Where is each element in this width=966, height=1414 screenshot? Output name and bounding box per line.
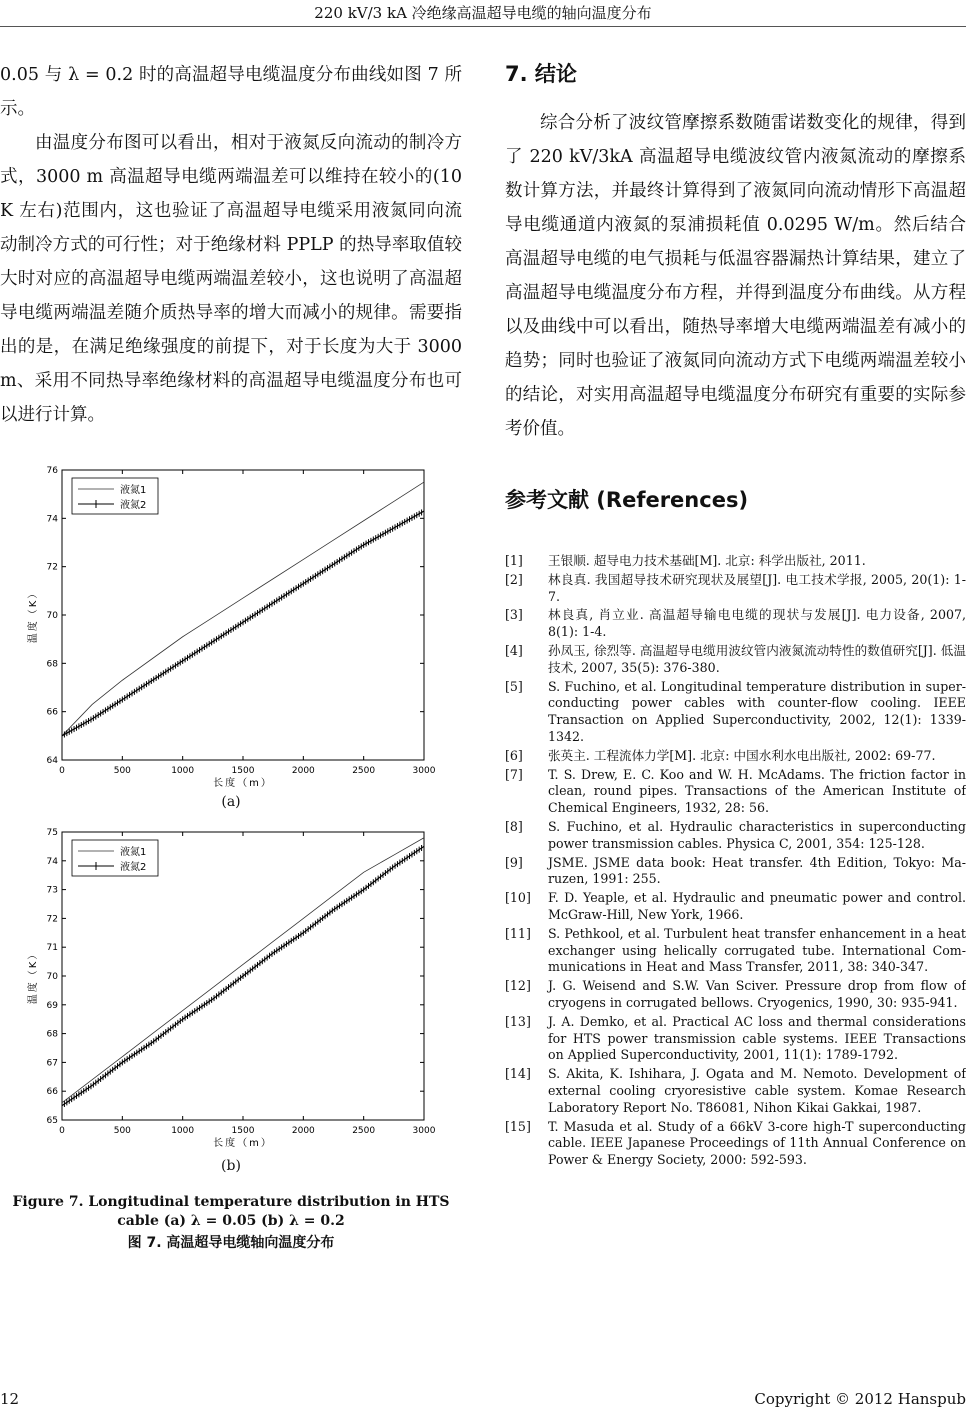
reference-text: 林良真. 我国超导技术研究现状及展望[J]. 电工技术学报, 2005, 20(1): 1-7.: [548, 571, 966, 604]
x-tick-label: 0: [59, 1126, 65, 1136]
x-tick-label: 2500: [352, 766, 376, 776]
y-tick-label: 65: [46, 1116, 58, 1126]
reference-text: 林良真, 肖立业. 高温超导输电电缆的现状与发展[J]. 电力设备, 2007, 8(1): 1-4.: [548, 607, 966, 640]
reference-text: JSME. JSME data book: Heat transfer. 4th Edition, Tokyo: Ma-ruzen, 1991: 255.: [548, 854, 966, 887]
reference-item: [505, 553, 966, 570]
reference-text: F. D. Yeaple, et al. Hydraulic and pneumatic power and control. McGraw-Hill, New York, 1966.: [548, 890, 966, 922]
reference-number: [13]: [505, 1013, 531, 1029]
x-tick-label: 1500: [231, 1126, 255, 1136]
chart-7a: [0, 464, 462, 794]
reference-text: J. G. Weisend and S.W. Van Sciver. Pressure drop from flow of cryogens in corrugated bellows. Cryogenics, 1990, 30: 935-941.: [548, 978, 966, 1010]
figure-caption-en: Figure 7. Longitudinal temperature distribution in HTS cable (a) λ = 0.05 (b) λ = 0.2: [12, 1194, 450, 1229]
reference-text: S. Pethkool, et al. Turbulent heat transfer enhancement in a heat exchanger using helically corrugated tube. International Com-munications in Heat and Mass Transfer, 2011, 38: 340-347.: [548, 925, 966, 975]
page-number: 12: [0, 1390, 20, 1408]
x-tick-label: 1500: [231, 766, 255, 776]
series-markers-2: [62, 508, 424, 739]
reference-item: [505, 890, 966, 924]
reference-number: [12]: [505, 978, 531, 994]
reference-text: S. Fuchino, et al. Longitudinal temperature distribution in super-conducting power cables with counter-flow cooling. IEEE Transaction on Applied Superconductivity, 2002, 12(1): 1339-1342.: [548, 678, 966, 744]
reference-item: [505, 607, 966, 641]
y-tick-label: 72: [46, 562, 58, 573]
figure-7a: [0, 464, 462, 794]
legend-label-2: 液氮2: [120, 862, 147, 873]
reference-text: T. Masuda et al. Study of a 66kV 3-core high-T superconducting cable. IEEE Japanese Proceedings of 11th Annual Conference on Power & Energy Society, 2000: 592-593.: [548, 1118, 966, 1168]
reference-number: [4]: [505, 642, 523, 658]
y-tick-label: 67: [46, 1058, 58, 1069]
x-tick-label: 500: [113, 766, 131, 776]
y-tick-label: 68: [46, 659, 58, 670]
x-tick-label: 3000: [412, 1126, 436, 1136]
figure-label-b: (b): [221, 1158, 241, 1174]
copyright: Copyright © 2012 Hanspub: [754, 1390, 966, 1408]
y-tick-label: 76: [46, 466, 58, 476]
y-tick-label: 73: [46, 885, 58, 896]
reference-item: [505, 748, 966, 765]
x-tick-label: 1000: [171, 1126, 195, 1136]
reference-number: [2]: [505, 571, 523, 587]
reference-item: [505, 643, 966, 677]
legend-label-1: 液氮1: [120, 485, 147, 496]
figure-label-a: (a): [221, 794, 241, 810]
x-tick-label: 2500: [352, 1126, 376, 1136]
y-tick-label: 74: [46, 514, 58, 525]
reference-number: [14]: [505, 1066, 531, 1082]
reference-number: [8]: [505, 818, 523, 834]
reference-text: T. S. Drew, E. C. Koo and W. H. McAdams. The friction factor in clean, round pipes. Transactions of the American Institute of Chemical Engineers, 1932, 28: 56.: [548, 766, 966, 816]
chart-7b: [0, 822, 462, 1157]
reference-number: [7]: [505, 766, 523, 782]
reference-text: 王银顺. 超导电力技术基础[M]. 北京: 科学出版社, 2011.: [548, 553, 866, 568]
right-column: [505, 58, 966, 514]
y-tick-label: 75: [46, 828, 58, 838]
series-line-1: [62, 838, 424, 1103]
y-axis-label: 温度（K）: [28, 586, 39, 644]
reference-number: [1]: [505, 553, 523, 568]
running-header: 220 kV/3 kA 冷绝缘高温超导电缆的轴向温度分布: [314, 4, 652, 22]
y-tick-label: 66: [46, 1087, 58, 1098]
series-markers-2: [62, 843, 424, 1108]
y-tick-label: 68: [46, 1029, 58, 1040]
reference-item: [505, 1066, 966, 1116]
reference-number: [15]: [505, 1118, 531, 1134]
y-tick-label: 69: [46, 1000, 58, 1011]
y-tick-label: 70: [46, 972, 58, 982]
reference-text: 孙凤玉, 徐烈等. 高温超导电缆用波纹管内液氮流动特性的数值研究[J]. 低温技术, 2007, 35(5): 376-380.: [548, 642, 966, 675]
body-paragraph-2: 由温度分布图可以看出，相对于液氮反向流动的制冷方式，3000 m 高温超导电缆两端温差可以维持在较小的(10 K 左右)范围内，这也验证了高温超导电缆采用液氮同向流动制冷方式的可行性；对于绝缘材料 PPLP 的热导率取值较大时对应的高温超导电缆两端温差较小，这也说明了高温超导电缆两端温差随介质热导率的增大而减小的规律。需要指出的是，在满足绝缘强度的前提下，对于长度为大于 3000 m、采用不同热导率绝缘材料的高温超导电缆温度分布也可以进行计算。: [0, 133, 462, 425]
y-tick-label: 64: [46, 756, 58, 766]
references-title: 参考文献 (References): [505, 488, 749, 512]
reference-item: [505, 819, 966, 853]
x-tick-label: 500: [113, 1126, 131, 1136]
reference-number: [11]: [505, 925, 531, 941]
reference-item: [505, 572, 966, 606]
series-line-1: [62, 482, 424, 736]
reference-item: [505, 1119, 966, 1169]
y-tick-label: 74: [46, 856, 58, 867]
y-tick-label: 72: [46, 914, 58, 925]
x-axis-label: 长度（m）: [213, 778, 273, 789]
legend-label-1: 液氮1: [120, 847, 147, 858]
header-rule: [0, 26, 966, 27]
reference-text: S. Akita, K. Ishihara, J. Ogata and M. Nemoto. Development of external cooling cryoresistive cable system. Komae Research Laboratory Report No. T86081, Nihon Kikai Gakkai, 1987.: [548, 1066, 966, 1115]
x-tick-label: 3000: [412, 766, 436, 776]
y-tick-label: 66: [46, 707, 58, 718]
conclusion-text: 综合分析了波纹管摩擦系数随雷诺数变化的规律，得到了 220 kV/3kA 高温超导电缆波纹管内液氮流动的摩擦系数计算方法，并最终计算得到了液氮同向流动情形下高温超导电缆通道内液氮的泵浦损耗值 0.0295 W/m。然后结合高温超导电缆的电气损耗与低温容器漏热计算结果，建立了高温超导电缆温度分布方程，并得到温度分布曲线。从方程以及曲线中可以看出，随热导率增大电缆两端温差有减小的趋势；同时也验证了液氮同向流动方式下电缆两端温差较小的结论，对实用高温超导电缆温度分布研究有重要的实际参考价值。: [505, 113, 966, 439]
reference-text: J. A. Demko, et al. Practical AC loss and thermal considerations for HTS power transmission cable systems. IEEE Transactions on Applied Superconductivity, 2001, 11(1): 1789-1792.: [548, 1013, 966, 1063]
x-tick-label: 2000: [291, 1126, 315, 1136]
x-axis-label: 长度（m）: [213, 1138, 273, 1149]
reference-text: S. Fuchino, et al. Hydraulic characteristics in superconducting power transmission cables. Physica C, 2001, 354: 125-128.: [548, 818, 966, 851]
reference-item: [505, 978, 966, 1012]
reference-item: [505, 679, 966, 746]
reference-text: 张英主. 工程流体力学[M]. 北京: 中国水利水电出版社, 2002: 69-77.: [548, 747, 936, 763]
x-tick-label: 2000: [291, 766, 315, 776]
y-axis-label: 温度（K）: [28, 947, 39, 1005]
x-tick-label: 1000: [171, 766, 195, 776]
reference-number: [5]: [505, 678, 523, 694]
figure-7b: [0, 822, 462, 1157]
reference-number: [3]: [505, 607, 523, 623]
reference-list: [505, 553, 966, 1171]
x-tick-label: 0: [59, 766, 65, 776]
reference-item: [505, 767, 966, 817]
body-paragraph-1: 0.05 与 λ = 0.2 时的高温超导电缆温度分布曲线如图 7 所示。: [0, 65, 462, 119]
reference-item: [505, 1014, 966, 1064]
reference-number: [9]: [505, 854, 523, 870]
left-column: [0, 58, 462, 432]
reference-number: [6]: [505, 747, 523, 763]
figure-caption-cn: 图 7. 高温超导电缆轴向温度分布: [127, 1235, 335, 1251]
conclusion-title: 7. 结论: [505, 62, 577, 86]
reference-number: [10]: [505, 890, 531, 906]
y-tick-label: 71: [46, 943, 58, 954]
y-tick-label: 70: [46, 611, 58, 621]
reference-item: [505, 926, 966, 976]
reference-item: [505, 855, 966, 889]
legend-label-2: 液氮2: [120, 500, 147, 511]
